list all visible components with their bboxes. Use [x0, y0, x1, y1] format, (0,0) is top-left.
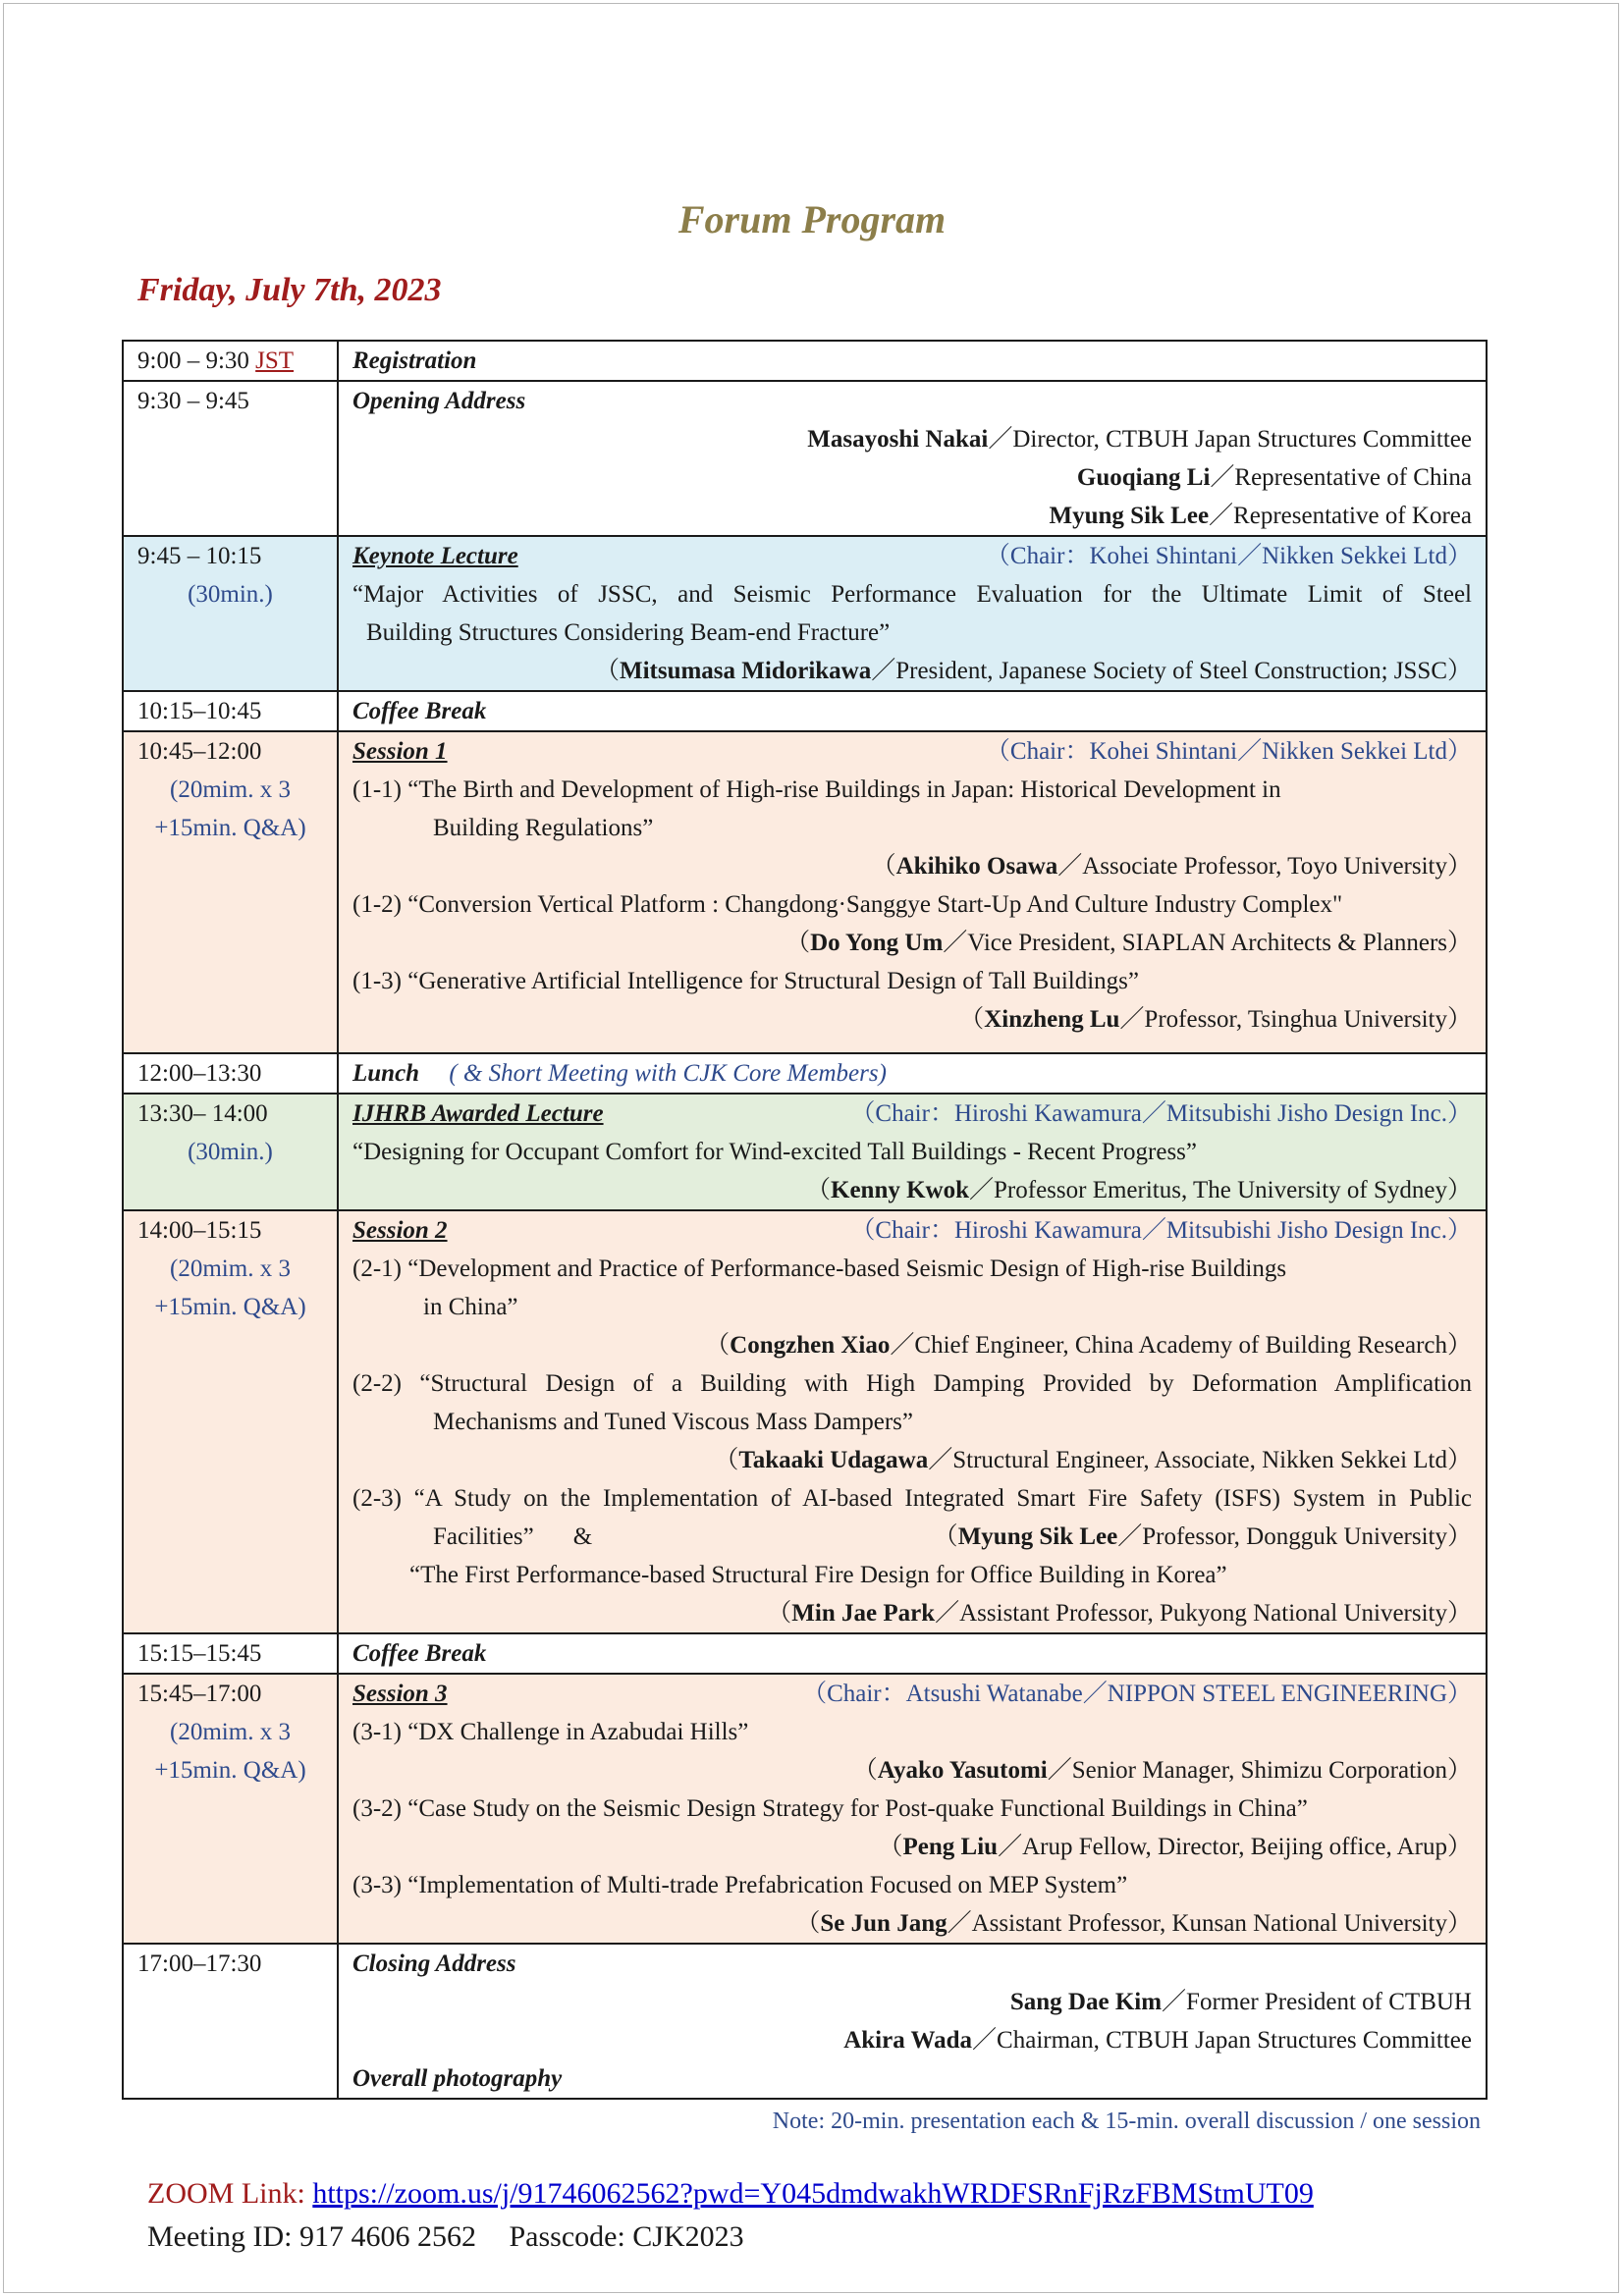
content-cell	[338, 1944, 1487, 2099]
ampersand: &	[572, 1523, 593, 1550]
session-header	[352, 732, 1472, 771]
time-cell	[123, 731, 338, 1053]
row-ijhrb-lecture	[123, 1094, 1487, 1210]
talk-title-cont: Building Regulations”	[433, 815, 654, 841]
speaker-line	[352, 497, 1472, 535]
speaker-name: Congzhen Xiao	[730, 1332, 891, 1359]
chair-text: （Chair：Hiroshi Kawamura／Mitsubishi Jisho Design Inc.）	[850, 1100, 1472, 1127]
speaker-role: ／President, Japanese Society of Steel Construction; JSSC）	[871, 658, 1472, 684]
session-header	[352, 537, 1472, 575]
opening-label: Opening Address	[352, 388, 526, 414]
duration-text: (20mim. x 3	[170, 1255, 291, 1282]
row-lunch	[123, 1053, 1487, 1094]
time-cell: 12:00–13:30	[123, 1053, 338, 1094]
content-cell	[338, 341, 1487, 381]
content-cell	[338, 1633, 1487, 1674]
speaker-line: （Xinzheng Lu／Professor, Tsinghua University）	[959, 1006, 1472, 1033]
speaker-name: Kenny Kwok	[831, 1177, 970, 1203]
content-cell	[338, 1210, 1487, 1633]
photography-label: Overall photography	[352, 2065, 563, 2092]
speaker-line: （Akihiko Osawa／Associate Professor, Toyo University）	[871, 853, 1472, 880]
time-text: 14:00–15:15	[137, 1217, 262, 1244]
lunch-label: Lunch	[352, 1060, 420, 1087]
time-cell: 9:30 – 9:45	[123, 381, 338, 536]
content-cell	[338, 1094, 1487, 1210]
coffee-label: Coffee Break	[352, 1640, 487, 1667]
row-closing	[123, 1944, 1487, 2099]
speaker-name: Xinzheng Lu	[984, 1006, 1120, 1033]
speaker-name: Akihiko Osawa	[895, 853, 1058, 880]
time-text: 13:30– 14:00	[137, 1100, 268, 1127]
talk-title: (3-2) “Case Study on the Seismic Design Strategy for Post-quake Functional Buildings in China”	[352, 1795, 1308, 1822]
speaker-line: （Do Yong Um／Vice President, SIAPLAN Architects & Planners）	[785, 930, 1472, 956]
coffee-label: Coffee Break	[352, 698, 487, 724]
talk-title: (2-2) “Structural Design of a Building with High Damping Provided by Deformation Amplification	[352, 1370, 1472, 1397]
speaker-role: ／Chairman, CTBUH Japan Structures Committee	[972, 2027, 1472, 2054]
speaker-name: Myung Sik Lee	[957, 1523, 1118, 1550]
speaker-name: Se Jun Jang	[820, 1910, 947, 1937]
chair-text: （Chair：Kohei Shintani／Nikken Sekkei Ltd）	[985, 543, 1472, 569]
content-cell	[338, 1674, 1487, 1944]
time-cell	[123, 1210, 338, 1633]
talk-title: (3-1) “DX Challenge in Azabudai Hills”	[352, 1719, 749, 1745]
speaker-line: （Min Jae Park／Assistant Professor, Pukyong National University）	[767, 1600, 1472, 1627]
speaker-role: ／Associate Professor, Toyo University）	[1057, 853, 1472, 880]
time-cell	[123, 341, 338, 381]
talk-title: (1-1) “The Birth and Development of High-rise Buildings in Japan: Historical Development in	[352, 776, 1281, 803]
row-session-2	[123, 1210, 1487, 1633]
spacer	[352, 1039, 1472, 1052]
session-header	[352, 1675, 1472, 1713]
talk-title: (1-3) “Generative Artificial Intelligence for Structural Design of Tall Buildings”	[352, 968, 1140, 994]
duration-text: +15min. Q&A)	[154, 1757, 306, 1784]
duration-text: +15min. Q&A)	[154, 1294, 306, 1320]
speaker-line	[352, 652, 1472, 690]
speaker-name: Masayoshi Nakai	[807, 426, 989, 453]
time-cell: 10:15–10:45	[123, 691, 338, 731]
speaker-line: （Ayako Yasutomi／Senior Manager, Shimizu Corporation）	[852, 1757, 1472, 1784]
keynote-label: Keynote Lecture	[352, 543, 518, 569]
talk-title: (3-3) “Implementation of Multi-trade Prefabrication Focused on MEP System”	[352, 1872, 1128, 1898]
program-table	[122, 340, 1488, 2100]
content-cell	[338, 536, 1487, 691]
timezone-link[interactable]: JST	[255, 347, 295, 374]
talk-title-cont-text: Facilities”	[433, 1523, 534, 1550]
talk-title-cont: in China”	[423, 1294, 518, 1320]
session-label: Session 2	[352, 1217, 448, 1244]
session-header	[352, 1095, 1472, 1133]
row-opening	[123, 381, 1487, 536]
session-header	[352, 1211, 1472, 1250]
time-text: 15:45–17:00	[137, 1681, 262, 1707]
talk-title-cont: Building Structures Considering Beam-end Fracture”	[366, 619, 891, 646]
paren: （	[594, 658, 620, 684]
speaker-role: ／Representative of Korea	[1209, 503, 1472, 529]
time-cell: 17:00–17:30	[123, 1944, 338, 2099]
lunch-note: ( & Short Meeting with CJK Core Members)	[449, 1060, 887, 1087]
closing-label: Closing Address	[352, 1950, 516, 1977]
speaker-role: ／Professor, Dongguk University）	[1117, 1523, 1472, 1550]
content-cell	[338, 1053, 1487, 1094]
speaker-line	[352, 458, 1472, 497]
speaker-line: （Congzhen Xiao／Chief Engineer, China Academy of Building Research）	[705, 1332, 1472, 1359]
zoom-url-link[interactable]: https://zoom.us/j/91746062562?pwd=Y045dmdwakhWRDFSRnFjRzFBMStmUT09	[312, 2177, 1314, 2210]
session-label: Session 1	[352, 738, 448, 765]
time-cell: 15:15–15:45	[123, 1633, 338, 1674]
time-cell	[123, 536, 338, 691]
speaker-line: （Se Jun Jang／Assistant Professor, Kunsan National University）	[795, 1910, 1472, 1937]
speaker-line: （Peng Liu／Arup Fellow, Director, Beijing office, Arup）	[878, 1834, 1472, 1860]
content-cell	[338, 381, 1487, 536]
speaker-name: Mitsumasa Midorikawa	[619, 658, 872, 684]
registration-label: Registration	[352, 347, 477, 374]
speaker-line: （Myung Sik Lee／Professor, Dongguk University）	[933, 1523, 1472, 1550]
duration-text: (30min.)	[188, 1139, 273, 1165]
speaker-name: Guoqiang Li	[1076, 464, 1211, 491]
row-coffee-break	[123, 691, 1487, 731]
speaker-role: ／Senior Manager, Shimizu Corporation）	[1047, 1757, 1472, 1784]
talk-title-cont	[352, 1518, 1472, 1556]
speaker-role: ／Assistant Professor, Kunsan National University）	[947, 1910, 1472, 1937]
speaker-role: ／Director, CTBUH Japan Structures Committee	[988, 426, 1472, 453]
speaker-name: Do Yong Um	[810, 930, 944, 956]
speaker-line: （Takaaki Udagawa／Structural Engineer, Associate, Nikken Sekkei Ltd）	[714, 1447, 1472, 1473]
speaker-role: ／Former President of CTBUH	[1162, 1989, 1472, 2015]
chair-text: （Chair：Atsushi Watanabe／NIPPON STEEL ENGINEERING）	[802, 1681, 1472, 1707]
speaker-name: Sang Dae Kim	[1009, 1989, 1163, 2015]
chair-text: （Chair：Hiroshi Kawamura／Mitsubishi Jisho Design Inc.）	[850, 1217, 1472, 1244]
zoom-link-line	[147, 2177, 1314, 2211]
time-text: 9:45 – 10:15	[137, 543, 262, 569]
speaker-name: Peng Liu	[902, 1834, 999, 1860]
speaker-role: ／Professor, Tsinghua University）	[1119, 1006, 1472, 1033]
time-text: 9:00 – 9:30	[137, 347, 249, 374]
talk-title: “Major Activities of JSSC, and Seismic Performance Evaluation for the Ultimate Limit of Steel	[352, 581, 1472, 608]
talk-title: (1-2) “Conversion Vertical Platform : Changdong·Sanggye Start-Up And Culture Industry Complex"	[352, 891, 1343, 918]
page-title: Forum Program	[677, 197, 947, 241]
speaker-name: Ayako Yasutomi	[877, 1757, 1048, 1784]
speaker-role: ／Assistant Professor, Pukyong National University）	[935, 1600, 1472, 1627]
speaker-line: （Kenny Kwok／Professor Emeritus, The University of Sydney）	[805, 1177, 1472, 1203]
zoom-label: ZOOM Link:	[147, 2177, 313, 2210]
speaker-line	[352, 420, 1472, 458]
talk-title: (2-1) “Development and Practice of Performance-based Seismic Design of High-rise Buildings	[352, 1255, 1287, 1282]
ijhrb-label: IJHRB Awarded Lecture	[352, 1100, 604, 1127]
row-session-3	[123, 1674, 1487, 1944]
row-keynote	[123, 536, 1487, 691]
content-cell	[338, 731, 1487, 1053]
row-coffee-break	[123, 1633, 1487, 1674]
row-registration	[123, 341, 1487, 381]
duration-text: (20mim. x 3	[170, 1719, 291, 1745]
speaker-role: ／Representative of China	[1210, 464, 1472, 491]
speaker-line	[352, 1983, 1472, 2021]
time-cell	[123, 1094, 338, 1210]
speaker-role: ／Arup Fellow, Director, Beijing office, Arup）	[998, 1834, 1472, 1860]
meeting-id: Meeting ID: 917 4606 2562	[147, 2220, 476, 2253]
speaker-role: ／Structural Engineer, Associate, Nikken Sekkei Ltd）	[928, 1447, 1472, 1473]
content-cell	[338, 691, 1487, 731]
talk-title: “Designing for Occupant Comfort for Wind-excited Tall Buildings - Recent Progress”	[352, 1139, 1198, 1165]
meeting-info	[147, 2220, 744, 2254]
speaker-role: ／Professor Emeritus, The University of Sydney）	[969, 1177, 1472, 1203]
talk-title: (2-3) “A Study on the Implementation of AI-based Integrated Smart Fire Safety (ISFS) System in Public	[352, 1485, 1472, 1512]
speaker-line	[352, 2021, 1472, 2059]
passcode: Passcode: CJK2023	[509, 2220, 744, 2253]
talk-title: “The First Performance-based Structural Fire Design for Office Building in Korea”	[409, 1562, 1227, 1588]
chair-text: （Chair：Kohei Shintani／Nikken Sekkei Ltd）	[985, 738, 1472, 765]
speaker-name: Myung Sik Lee	[1049, 503, 1210, 529]
talk-title-cont: Mechanisms and Tuned Viscous Mass Dampers”	[433, 1409, 913, 1435]
speaker-name: Akira Wada	[843, 2027, 973, 2054]
duration-text: (30min.)	[188, 581, 273, 608]
duration-text: (20mim. x 3	[170, 776, 291, 803]
speaker-name: Min Jae Park	[791, 1600, 936, 1627]
time-text: 10:45–12:00	[137, 738, 262, 765]
footnote: Note: 20-min. presentation each & 15-min. overall discussion / one session	[772, 2109, 1481, 2134]
row-session-1	[123, 731, 1487, 1053]
speaker-role: ／Chief Engineer, China Academy of Building Research）	[890, 1332, 1472, 1359]
session-label: Session 3	[352, 1681, 448, 1707]
speaker-role: ／Vice President, SIAPLAN Architects & Planners）	[943, 930, 1472, 956]
time-cell	[123, 1674, 338, 1944]
duration-text: +15min. Q&A)	[154, 815, 306, 841]
event-date: Friday, July 7th, 2023	[137, 272, 442, 308]
speaker-name: Takaaki Udagawa	[738, 1447, 929, 1473]
